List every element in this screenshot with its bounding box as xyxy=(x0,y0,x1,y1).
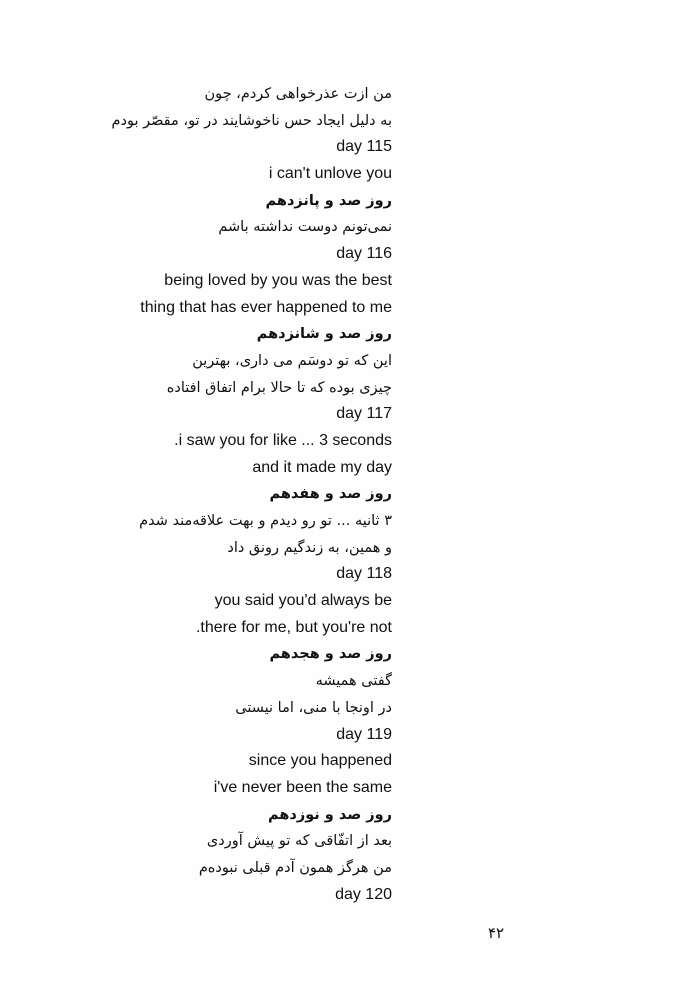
book-page xyxy=(111,0,559,992)
text-line-en: .there for me, but you're not xyxy=(195,618,392,636)
text-line-en: and it made my day xyxy=(252,458,392,476)
text-line-fa: این که تو دوسَم می داری، بهترین xyxy=(192,352,392,369)
day-label: day 118 xyxy=(336,565,392,583)
text-line-fa: چیزی بوده که تا حالا برام اتفاق افتاده xyxy=(166,379,392,396)
text-line-en: being loved by you was the best xyxy=(164,271,392,289)
text-line-en: .i saw you for like ... 3 seconds xyxy=(174,431,392,449)
day-label: day 117 xyxy=(336,405,392,423)
page-number: ۴۲ xyxy=(487,924,505,942)
text-line-fa: و همین، به زندگیم رونق داد xyxy=(227,539,392,556)
text-line-fa: گفتی همیشه xyxy=(315,673,392,690)
text-line-fa: نمی‌تونم دوست نداشته باشم xyxy=(218,219,392,236)
text-line-en: i can't unlove you xyxy=(268,165,392,183)
day-label: day 115 xyxy=(336,138,392,156)
text-line-fa: من ازت عذرخواهی کردم، چون xyxy=(204,86,392,102)
text-lines xyxy=(52,81,392,908)
day-heading-fa: روز صد و هفدهم xyxy=(269,486,392,503)
day-heading-fa: روز صد و شانزدهم xyxy=(256,326,392,343)
text-line-fa: من هرگز همون آدم قبلی نبوده‌م xyxy=(198,859,392,876)
day-label: day 119 xyxy=(336,725,392,743)
text-line-en: since you happened xyxy=(248,752,392,770)
text-line-en: thing that has ever happened to me xyxy=(140,298,392,316)
text-line-en: i've never been the same xyxy=(213,778,392,796)
day-heading-fa: روز صد و پانزدهم xyxy=(265,192,392,209)
text-line-en: you said you'd always be xyxy=(214,592,392,610)
day-label: day 120 xyxy=(335,885,392,903)
text-line-fa: به دلیل ایجاد حس ناخوشایند در تو، مقصّر بودم xyxy=(111,112,392,129)
day-label: day 116 xyxy=(336,245,392,263)
day-heading-fa: روز صد و نوزدهم xyxy=(267,806,392,823)
text-line-fa: ۳ ثانیه ... تو رو دیدم و بهت علاقه‌مند شدم xyxy=(139,513,392,529)
text-line-fa: در اونجا با منی، اما نیستی xyxy=(235,699,392,716)
text-line-fa: بعد از اتفّاقی که تو پیش آوردی xyxy=(206,833,392,850)
day-heading-fa: روز صد و هجدهم xyxy=(269,646,392,663)
